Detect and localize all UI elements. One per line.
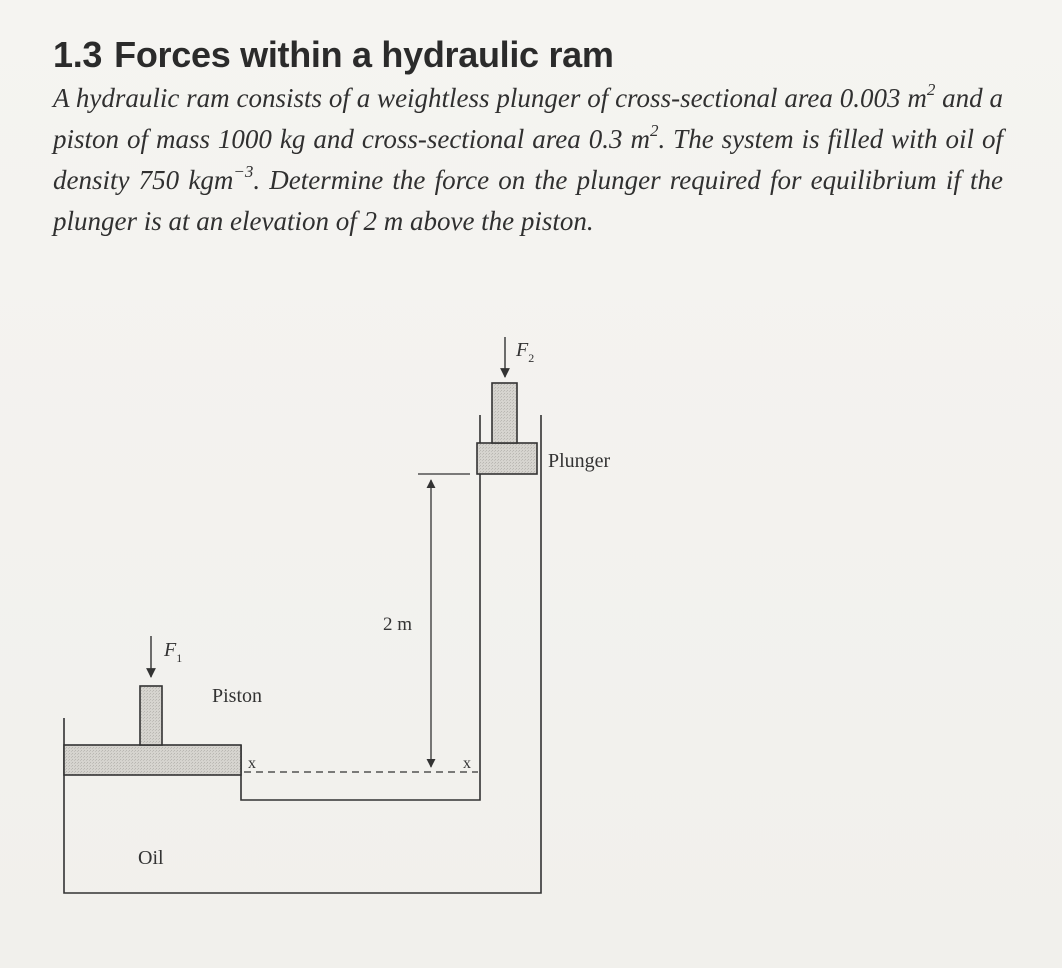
problem-text-1: A hydraulic ram consists of a weightless plunger of cross-sectional area 0.003 m	[53, 83, 927, 113]
piston-rod	[140, 686, 162, 745]
level-mark-right: x	[463, 755, 471, 772]
density-exponent: −3	[233, 162, 254, 181]
problem-text-3: . The system is filled with oil of density 750 kgm	[53, 124, 1003, 195]
vessel-inner-step	[241, 415, 480, 800]
area-exponent-2: 2	[649, 121, 659, 140]
force-f2-label: $F_2$	[516, 339, 535, 365]
plunger-plate	[477, 443, 537, 474]
elevation-label: 2 m	[383, 614, 413, 635]
level-mark-left: x	[248, 755, 256, 772]
plunger-label: Plunger	[548, 450, 611, 472]
force-f1-label: $F_1$	[164, 639, 183, 665]
plunger-rod	[492, 383, 517, 443]
section-number: 1.3	[53, 34, 103, 75]
oil-label: Oil	[138, 847, 164, 869]
area-exponent-1: 2	[926, 80, 936, 99]
section-title: Forces within a hydraulic ram	[114, 34, 614, 75]
problem-text-2: and a piston of mass 1000 kg and cross-sectional area 0.3 m	[53, 83, 1004, 154]
vessel-outline	[64, 415, 541, 893]
piston-label: Piston	[212, 685, 263, 707]
problem-text-4: . Determine the force on the plunger required for equilibrium if the plunger is at an elevation of 2 m above the piston.	[53, 165, 1003, 236]
piston-plate	[64, 745, 241, 775]
